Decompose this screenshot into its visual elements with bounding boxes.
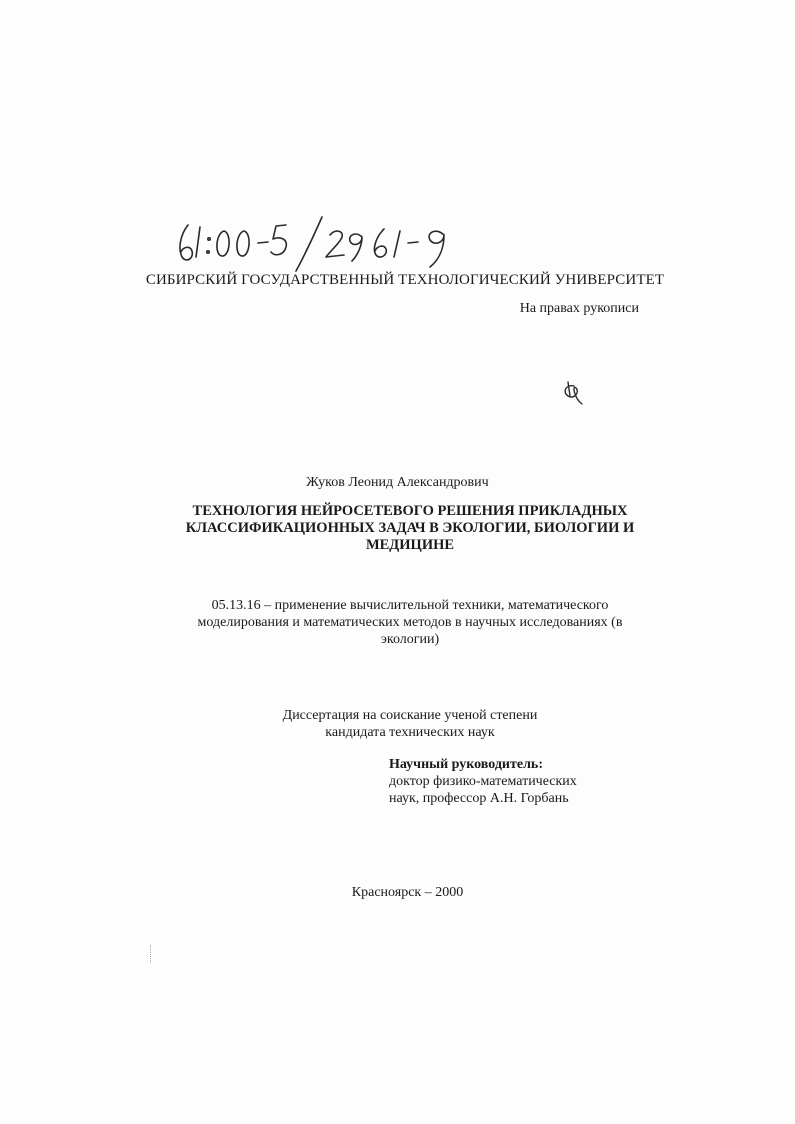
scientific-advisor: [389, 756, 577, 807]
degree-line: кандидата технических наук: [325, 725, 495, 740]
university-name: СИБИРСКИЙ ГОСУДАРСТВЕННЫЙ ТЕХНОЛОГИЧЕСКИЙ УНИВЕРСИТЕТ: [145, 272, 665, 288]
specialty-line: 05.13.16 – применение вычислительной техники, математического: [211, 598, 609, 613]
specialty-description: [180, 597, 640, 648]
city-year: Красноярск – 2000: [351, 885, 464, 900]
title-line: КЛАССИФИКАЦИОННЫХ ЗАДАЧ В ЭКОЛОГИИ, БИОЛОГИИ И: [185, 520, 635, 536]
dissertation-title: [180, 503, 640, 554]
degree-statement: [180, 707, 640, 741]
title-line: МЕДИЦИНЕ: [365, 537, 455, 553]
advisor-line: наук, профессор А.Н. Горбань: [389, 791, 569, 806]
handwritten-mark: [560, 378, 592, 408]
advisor-label: Научный руководитель:: [389, 757, 543, 772]
title-line: ТЕХНОЛОГИЯ НЕЙРОСЕТЕВОГО РЕШЕНИЯ ПРИКЛАДНЫХ: [192, 503, 628, 519]
scan-artifact: [150, 945, 153, 963]
rights-note: На правах рукописи: [519, 301, 639, 316]
handwritten-catalog-code: [172, 205, 512, 275]
specialty-line: моделирования и математических методов в научных исследованиях (в: [197, 615, 623, 630]
specialty-line: экологии): [380, 632, 440, 647]
author-name: Жуков Леонид Александрович: [306, 475, 489, 490]
advisor-line: доктор физико-математических: [389, 774, 577, 789]
degree-line: Диссертация на соискание ученой степени: [282, 708, 538, 723]
